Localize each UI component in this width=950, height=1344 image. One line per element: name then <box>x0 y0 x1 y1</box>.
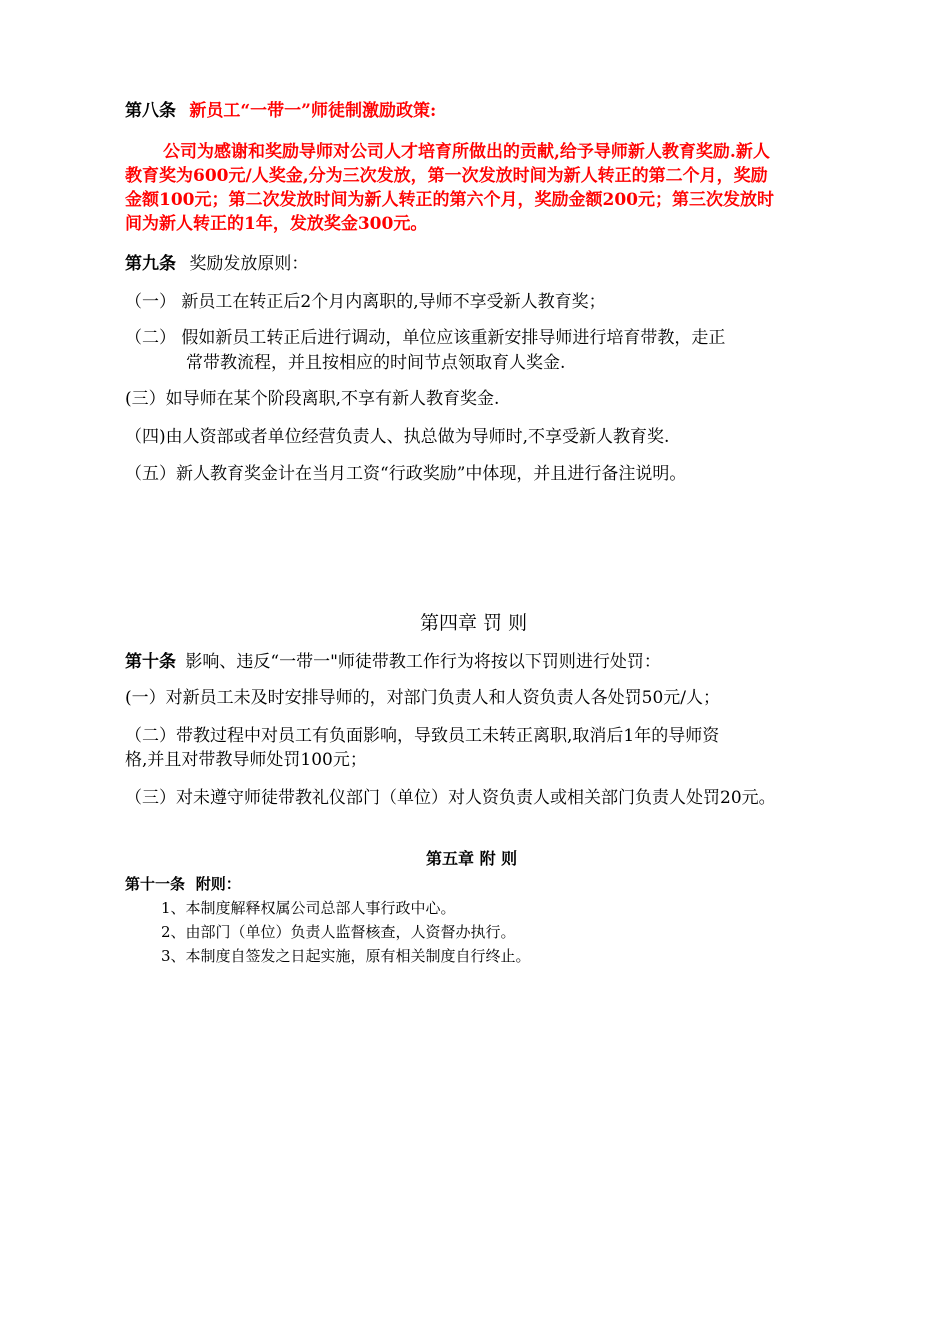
article-11-heading <box>125 874 241 895</box>
chapter-4-title: 第四章 罚 则 <box>420 612 528 634</box>
article-9-item-2: （二） 假如新员工转正后进行调动，单位应该重新安排导师进行培育带教，走正 <box>125 328 726 348</box>
article-10-title: 影响、违反“一带一"师徒带教工作行为将按以下罚则进行处罚： <box>185 652 661 672</box>
article-8-body-line-4: 间为新人转正的1年，发放奖金300元。 <box>125 214 428 234</box>
article-10-item-3: （三）对未遵守师徒带教礼仪部门（单位）对人资负责人或相关部门负责人处罚20元。 <box>125 788 776 808</box>
article-10-heading <box>125 650 661 674</box>
article-8-body-line-3: 金额100元；第二次发放时间为新人转正的第六个月，奖励金额200元；第三次发放时 <box>125 190 774 210</box>
article-9-item-2-cont: 常带教流程，并且按相应的时间节点领取育人奖金. <box>186 353 566 373</box>
article-11-label: 第十一条 <box>125 875 186 893</box>
chapter-5-title: 第五章 附 则 <box>426 849 518 868</box>
article-11-item-1: 1、本制度解释权属公司总部人事行政中心。 <box>161 899 456 917</box>
article-11-item-2: 2、由部门（单位）负责人监督核查，人资督办执行。 <box>161 923 516 941</box>
article-10-item-1: (一）对新员工未及时安排导师的，对部门负责人和人资负责人各处罚50元/人； <box>125 688 720 708</box>
article-9-label: 第九条 <box>125 254 176 274</box>
article-9-item-3: (三）如导师在某个阶段离职,不享有新人教育奖金. <box>125 389 500 409</box>
article-9-heading <box>125 252 308 276</box>
article-8-heading <box>125 99 436 123</box>
article-11-title: 附则： <box>195 875 241 893</box>
article-10-item-2: （二）带教过程中对员工有负面影响，导致员工未转正离职,取消后1年的导师资 <box>125 726 720 746</box>
article-8-body-line-2: 教育奖为600元/人奖金,分为三次发放，第一次发放时间为新人转正的第二个月，奖励 <box>125 166 768 186</box>
article-10-item-2-cont: 格,并且对带教导师处罚100元； <box>125 750 367 770</box>
article-9-item-1: （一） 新员工在转正后2个月内离职的,导师不享受新人教育奖； <box>125 292 606 312</box>
article-9-item-4: （四)由人资部或者单位经营负责人、执总做为导师时,不享受新人教育奖. <box>125 427 670 447</box>
article-8-title: 新员工“一带一”师徒制激励政策: <box>189 101 437 121</box>
article-9-title: 奖励发放原则： <box>189 254 309 274</box>
article-8-body-line-1: 公司为感谢和奖励导师对公司人才培育所做出的贡献,给予导师新人教育奖励.新人 <box>163 142 770 162</box>
article-10-label: 第十条 <box>125 652 176 672</box>
article-8-label: 第八条 <box>125 101 176 121</box>
article-9-item-5: （五）新人教育奖金计在当月工资“行政奖励”中体现，并且进行备注说明。 <box>125 464 687 484</box>
article-11-item-3: 3、本制度自签发之日起实施，原有相关制度自行终止。 <box>161 947 531 965</box>
